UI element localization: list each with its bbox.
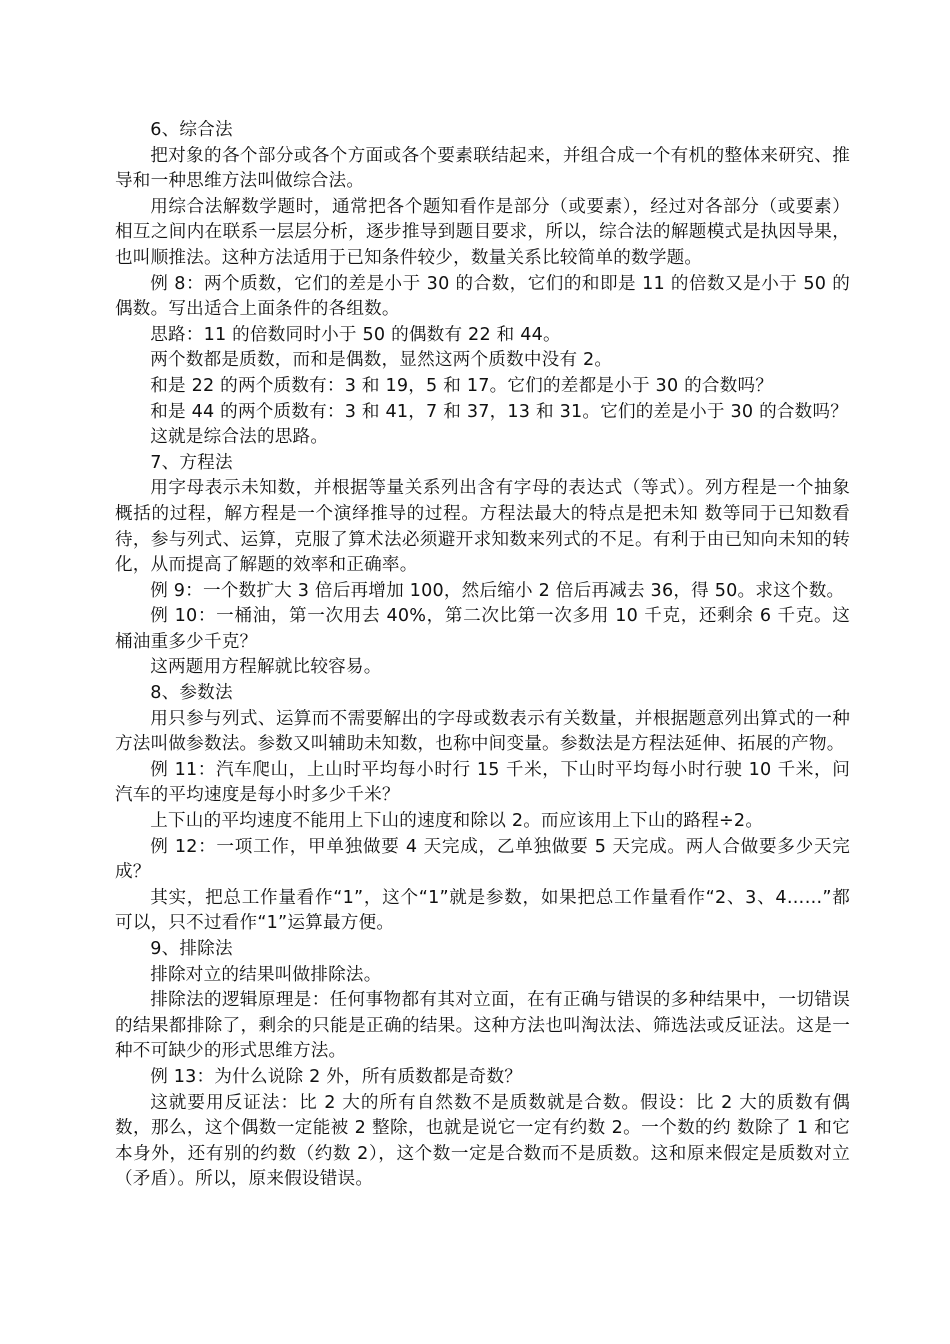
section-heading-equation: 7、方程法	[150, 452, 233, 473]
section-heading-elimination: 9、排除法	[150, 939, 233, 959]
paragraph: 其实，把总工作量看作“1”，这个“1”就是参数，如果把总工作量看作“2、3、4……”都可以，只不过看作“1”运算最方便。	[115, 887, 850, 934]
paragraph: 把对象的各个部分或各个方面或各个要素联结起来，并组合成一个有机的整体来研究、推导和一种思维方法叫做综合法。	[115, 145, 850, 192]
paragraph: 用字母表示未知数，并根据等量关系列出含有字母的表达式（等式）。列方程是一个抽象概括的过程，解方程是一个演绎推导的过程。方程法最大的特点是把未知 数等同于已知数看待，参与列式、运算，克服了算术法必须避开求知数来列式的不足。有利于由已知向未知的转化，从而提高了解题的效率和正确率。	[115, 478, 850, 576]
paragraph: 排除对立的结果叫做排除法。	[150, 964, 382, 985]
example-paragraph: 例 11：汽车爬山，上山时平均每小时行 15 千米，下山时平均每小时行驶 10 千米，问汽车的平均速度是每小时多少千米？	[115, 759, 850, 806]
document-page	[115, 118, 850, 1193]
paragraph: 用综合法解数学题时，通常把各个题知看作是部分（或要素），经过对各部分（或要素）相互之间内在联系一层层分析，逐步推导到题目要求，所以，综合法的解题模式是执因导果，也叫顺推法。这种方法适用于已知条件较少，数量关系比较简单的数学题。	[115, 196, 850, 268]
paragraph: 这就是综合法的思路。	[150, 427, 329, 448]
paragraph: 两个数都是质数，而和是偶数，显然这两个质数中没有 2。	[150, 350, 613, 371]
example-paragraph: 例 8：两个质数，它们的差是小于 30 的合数，它们的和即是 11 的倍数又是小于 50 的偶数。写出适合上面条件的各组数。	[115, 273, 850, 320]
section-heading-parameter: 8、参数法	[150, 683, 233, 704]
section-heading-synthesis: 6、综合法	[150, 120, 233, 140]
example-paragraph: 例 12：一项工作，甲单独做要 4 天完成，乙单独做要 5 天完成。两人合做要多少天完成？	[115, 836, 850, 883]
example-paragraph: 例 9：一个数扩大 3 倍后再增加 100，然后缩小 2 倍后再减去 36，得 50。求这个数。	[150, 580, 845, 601]
paragraph: 这就要用反证法：比 2 大的所有自然数不是质数就是合数。假设：比 2 大的质数有偶数，那么，这个偶数一定能被 2 整除，也就是说它一定有约数 2。一个数的约 数除了 1 和它本身外，还有别的约数（约数 2），这个数一定是合数而不是质数。这和原来假定是质数对立（矛盾）。所以，原来假设错误。	[115, 1092, 850, 1190]
paragraph: 上下山的平均速度不能用上下山的速度和除以 2。而应该用上下山的路程÷2。	[150, 811, 764, 832]
paragraph: 排除法的逻辑原理是：任何事物都有其对立面，在有正确与错误的多种结果中，一切错误的结果都排除了，剩余的只能是正确的结果。这种方法也叫淘汰法、筛选法或反证法。这是一种不可缺少的形式思维方法。	[115, 990, 850, 1062]
paragraph: 思路：11 的倍数同时小于 50 的偶数有 22 和 44。	[150, 324, 561, 345]
example-paragraph: 例 10：一桶油，第一次用去 40%，第二次比第一次多用 10 千克，还剩余 6 千克。这桶油重多少千克？	[115, 606, 850, 652]
example-paragraph: 例 13：为什么说除 2 外，所有质数都是奇数？	[150, 1066, 523, 1087]
paragraph: 用只参与列式、运算而不需要解出的字母或数表示有关数量，并根据题意列出算式的一种方法叫做参数法。参数又叫辅助未知数，也称中间变量。参数法是方程法延伸、拓展的产物。	[115, 708, 850, 755]
paragraph: 这两题用方程解就比较容易。	[150, 657, 382, 678]
paragraph: 和是 44 的两个质数有：3 和 41，7 和 37，13 和 31。它们的差是小于 30 的合数吗？	[150, 401, 849, 422]
paragraph: 和是 22 的两个质数有：3 和 19，5 和 17。它们的差都是小于 30 的合数吗？	[150, 375, 774, 396]
